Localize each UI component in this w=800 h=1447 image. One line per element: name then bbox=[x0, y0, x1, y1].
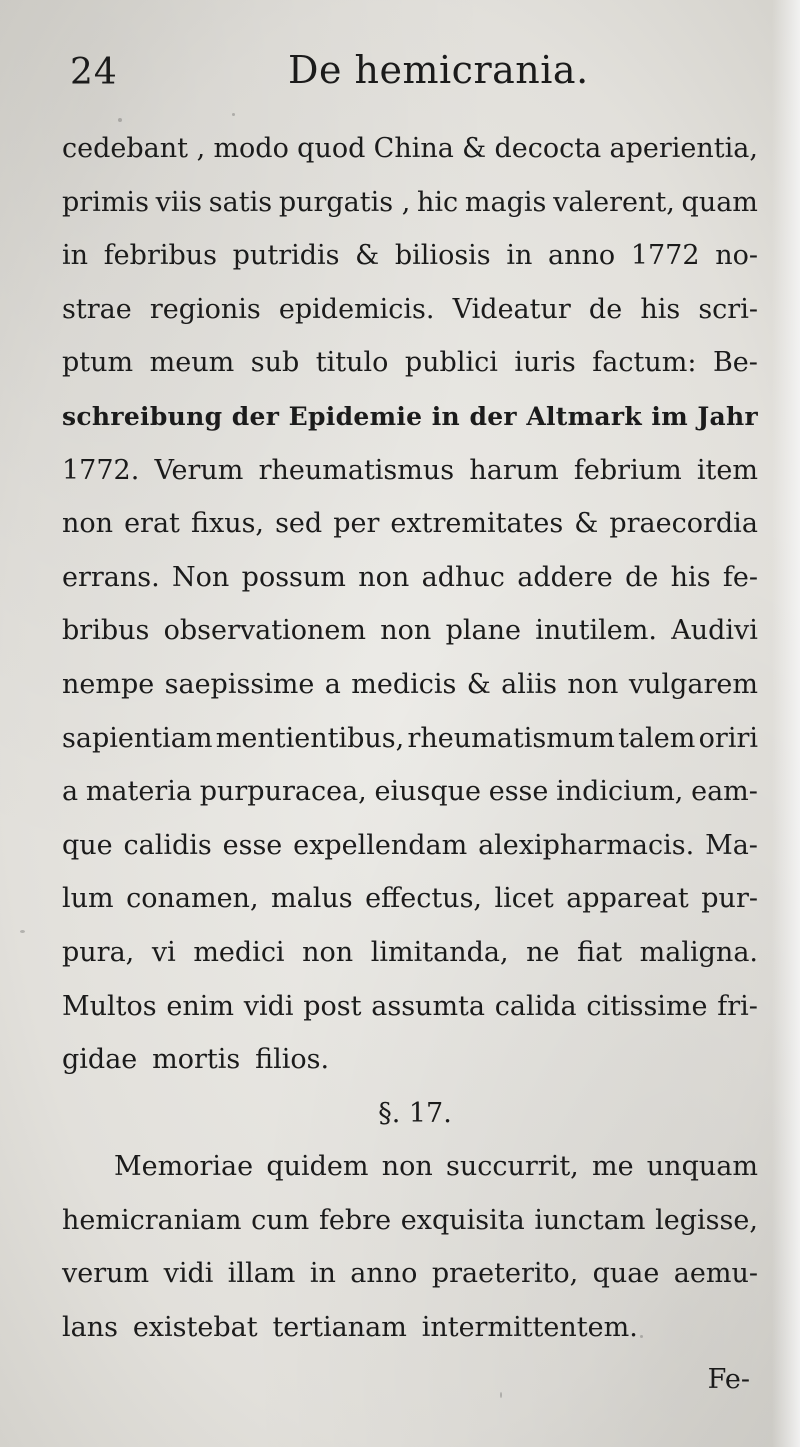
word: pur- bbox=[701, 883, 758, 915]
word: no- bbox=[715, 240, 758, 272]
word: regionis bbox=[149, 293, 261, 325]
word: Memoriae bbox=[114, 1151, 254, 1183]
text-line bbox=[62, 980, 758, 1034]
word: eam- bbox=[691, 776, 758, 808]
word: sed bbox=[275, 508, 323, 540]
text-line bbox=[62, 336, 758, 390]
word: enim bbox=[166, 990, 234, 1022]
word: hemicraniam bbox=[62, 1204, 242, 1236]
word: rheumatismus bbox=[258, 454, 455, 486]
catchword: Fe- bbox=[707, 1364, 750, 1395]
paper-speck bbox=[118, 118, 122, 122]
word: strae bbox=[62, 293, 132, 325]
word: & bbox=[355, 240, 380, 272]
word: esse bbox=[222, 829, 283, 861]
text-line bbox=[62, 658, 758, 712]
word: alexipharmacis. bbox=[478, 829, 695, 861]
text-line bbox=[62, 1140, 758, 1194]
word: pura, bbox=[62, 936, 135, 968]
word: que bbox=[62, 829, 113, 861]
word: purpuracea, bbox=[199, 776, 367, 808]
word: magis bbox=[464, 186, 547, 218]
word: quae bbox=[592, 1258, 660, 1290]
word: in bbox=[62, 240, 89, 272]
word: decocta bbox=[494, 133, 602, 164]
word: non bbox=[381, 1151, 433, 1183]
text-line bbox=[62, 444, 758, 498]
word: quidem bbox=[266, 1151, 369, 1183]
word: 1772. bbox=[62, 454, 140, 486]
text-line bbox=[62, 122, 758, 176]
word: aperientia, bbox=[609, 133, 758, 164]
word: succurrit, bbox=[446, 1151, 579, 1183]
word: plane bbox=[445, 615, 521, 647]
word: in bbox=[506, 240, 533, 272]
text-line bbox=[62, 497, 758, 551]
word: fixus, bbox=[190, 508, 265, 540]
word: lans bbox=[62, 1312, 118, 1344]
word: putridis bbox=[232, 240, 340, 272]
word: Verum bbox=[154, 454, 244, 486]
text-line bbox=[62, 1247, 758, 1301]
word: quod bbox=[297, 133, 366, 164]
word: cum bbox=[251, 1204, 310, 1236]
section-heading: §. 17. bbox=[378, 1097, 452, 1129]
word: purgatis , bbox=[278, 186, 411, 218]
word: eiusque bbox=[374, 776, 481, 808]
text-line bbox=[62, 283, 758, 337]
word: de bbox=[625, 561, 659, 593]
word: Ma- bbox=[705, 829, 758, 861]
text-line bbox=[62, 551, 758, 605]
word: & bbox=[466, 668, 491, 700]
paper-speck bbox=[20, 930, 25, 933]
word: licet bbox=[494, 883, 554, 915]
page-edge bbox=[772, 0, 800, 1447]
word: medici bbox=[193, 936, 285, 968]
word: meum bbox=[149, 347, 235, 379]
word: possum bbox=[241, 561, 346, 593]
word: observationem bbox=[163, 615, 366, 647]
word: ne bbox=[526, 936, 560, 968]
word: post bbox=[303, 990, 362, 1022]
word: item bbox=[696, 454, 758, 486]
word: harum bbox=[469, 454, 559, 486]
word: scri- bbox=[698, 293, 758, 325]
word: biliosis bbox=[394, 240, 491, 272]
word: conamen, bbox=[126, 883, 259, 915]
word: der bbox=[469, 401, 517, 431]
word: illam bbox=[227, 1258, 296, 1290]
word: expellendam bbox=[293, 829, 468, 861]
word: esse bbox=[488, 776, 549, 808]
word: ptum bbox=[62, 347, 134, 379]
word: a bbox=[324, 668, 341, 700]
word: lum bbox=[62, 883, 114, 915]
word: his bbox=[670, 561, 711, 593]
word: iuris bbox=[514, 347, 576, 379]
word: mentientibus, bbox=[215, 722, 405, 754]
word: tertianam bbox=[272, 1312, 407, 1344]
word: nempe bbox=[62, 668, 155, 700]
word: Videatur bbox=[452, 293, 571, 325]
word: malus bbox=[271, 883, 353, 915]
word: & bbox=[462, 133, 487, 164]
word: schreibung bbox=[62, 401, 223, 431]
word: calidis bbox=[123, 829, 212, 861]
word: citissime bbox=[586, 990, 708, 1022]
word: medicis bbox=[351, 668, 457, 700]
word: factum: bbox=[592, 347, 697, 379]
word: addere bbox=[517, 561, 613, 593]
word: Be- bbox=[712, 347, 758, 379]
word: satis bbox=[208, 186, 273, 218]
word: China bbox=[373, 133, 454, 164]
text-line bbox=[62, 712, 758, 766]
word: praecordia bbox=[609, 508, 758, 540]
text-line bbox=[62, 1194, 758, 1248]
page-header bbox=[70, 48, 760, 104]
word: vidi bbox=[243, 990, 294, 1022]
word: extremitates bbox=[390, 508, 564, 540]
text-line bbox=[62, 1301, 758, 1355]
word: erat bbox=[124, 508, 180, 540]
word: de bbox=[588, 293, 623, 325]
word: valerent, bbox=[553, 186, 675, 218]
word: non bbox=[358, 561, 410, 593]
paper-speck bbox=[640, 1335, 643, 1338]
word: mortis bbox=[152, 1044, 241, 1076]
word: modo bbox=[213, 133, 289, 164]
word: existebat bbox=[132, 1312, 258, 1344]
word: his bbox=[640, 293, 681, 325]
word: fe- bbox=[722, 561, 758, 593]
word: epidemicis. bbox=[278, 293, 435, 325]
word: appareat bbox=[566, 883, 689, 915]
word: indicium, bbox=[556, 776, 684, 808]
word: der bbox=[231, 401, 280, 431]
word: limitanda, bbox=[370, 936, 509, 968]
word: assumta bbox=[371, 990, 485, 1022]
word: calida bbox=[494, 990, 577, 1022]
word: rheumatismum bbox=[407, 722, 615, 754]
word: 1772 bbox=[630, 240, 700, 272]
running-title: De hemicrania. bbox=[288, 48, 589, 92]
word: quam bbox=[681, 186, 758, 218]
word: hic bbox=[417, 186, 459, 218]
word: sub bbox=[250, 347, 300, 379]
word: anno bbox=[350, 1258, 418, 1290]
paragraph bbox=[62, 122, 758, 1087]
word: in bbox=[309, 1258, 336, 1290]
paragraph bbox=[62, 1140, 758, 1354]
word: fri- bbox=[717, 990, 758, 1022]
word: errans. bbox=[62, 561, 160, 593]
word: fiat bbox=[577, 936, 623, 968]
word: legisse, bbox=[655, 1204, 758, 1236]
word: aemu- bbox=[673, 1258, 758, 1290]
paper-speck bbox=[500, 1392, 502, 1398]
word: vulgarem bbox=[628, 668, 758, 700]
word: vi bbox=[151, 936, 176, 968]
word: effectus, bbox=[365, 883, 483, 915]
text-line bbox=[62, 604, 758, 658]
word: Jahr bbox=[697, 401, 758, 431]
word: febrium bbox=[573, 454, 682, 486]
word: non bbox=[567, 668, 619, 700]
word: aliis bbox=[501, 668, 558, 700]
word: saepissime bbox=[164, 668, 315, 700]
word: febribus bbox=[103, 240, 218, 272]
word: anno bbox=[548, 240, 616, 272]
word: cedebant , bbox=[62, 133, 206, 164]
text-line bbox=[62, 926, 758, 980]
word: materia bbox=[85, 776, 192, 808]
word: Audivi bbox=[671, 615, 758, 647]
word: sapientiam bbox=[62, 722, 213, 754]
word: inutilem. bbox=[535, 615, 657, 647]
word: non bbox=[380, 615, 432, 647]
word: unquam bbox=[646, 1151, 758, 1183]
paper-speck bbox=[232, 113, 235, 116]
word: vidi bbox=[163, 1258, 214, 1290]
word: Altmark bbox=[526, 401, 642, 431]
word: a bbox=[62, 776, 79, 808]
word: bribus bbox=[62, 615, 150, 647]
text-line bbox=[62, 1033, 758, 1087]
text-line bbox=[62, 765, 758, 819]
word: publici bbox=[404, 347, 498, 379]
word: filios. bbox=[255, 1044, 330, 1076]
word: praeterito, bbox=[431, 1258, 579, 1290]
word: me bbox=[591, 1151, 634, 1183]
word: oriri bbox=[698, 722, 758, 754]
word: non bbox=[302, 936, 354, 968]
word: non bbox=[62, 508, 114, 540]
text-line bbox=[62, 176, 758, 230]
word: primis bbox=[62, 186, 149, 218]
text-line bbox=[62, 229, 758, 283]
word: titulo bbox=[315, 347, 389, 379]
word: viis bbox=[155, 186, 203, 218]
word: Epidemie bbox=[288, 401, 423, 431]
word: & bbox=[574, 508, 599, 540]
word: talem bbox=[618, 722, 696, 754]
word: verum bbox=[62, 1258, 150, 1290]
word: Multos bbox=[62, 990, 157, 1022]
text-line bbox=[62, 872, 758, 926]
word: maligna. bbox=[639, 936, 758, 968]
page-number: 24 bbox=[70, 52, 118, 93]
word: in bbox=[431, 401, 461, 431]
word: im bbox=[651, 401, 688, 431]
text-line bbox=[62, 819, 758, 873]
word: febre bbox=[318, 1204, 392, 1236]
word: iunctam bbox=[534, 1204, 646, 1236]
word: intermittentem. bbox=[421, 1312, 638, 1344]
word: adhuc bbox=[421, 561, 505, 593]
word: Non bbox=[172, 561, 230, 593]
word: per bbox=[333, 508, 380, 540]
text-line bbox=[62, 390, 758, 444]
word: gidae bbox=[62, 1044, 138, 1076]
word: exquisita bbox=[400, 1204, 525, 1236]
body-text bbox=[62, 122, 758, 1355]
